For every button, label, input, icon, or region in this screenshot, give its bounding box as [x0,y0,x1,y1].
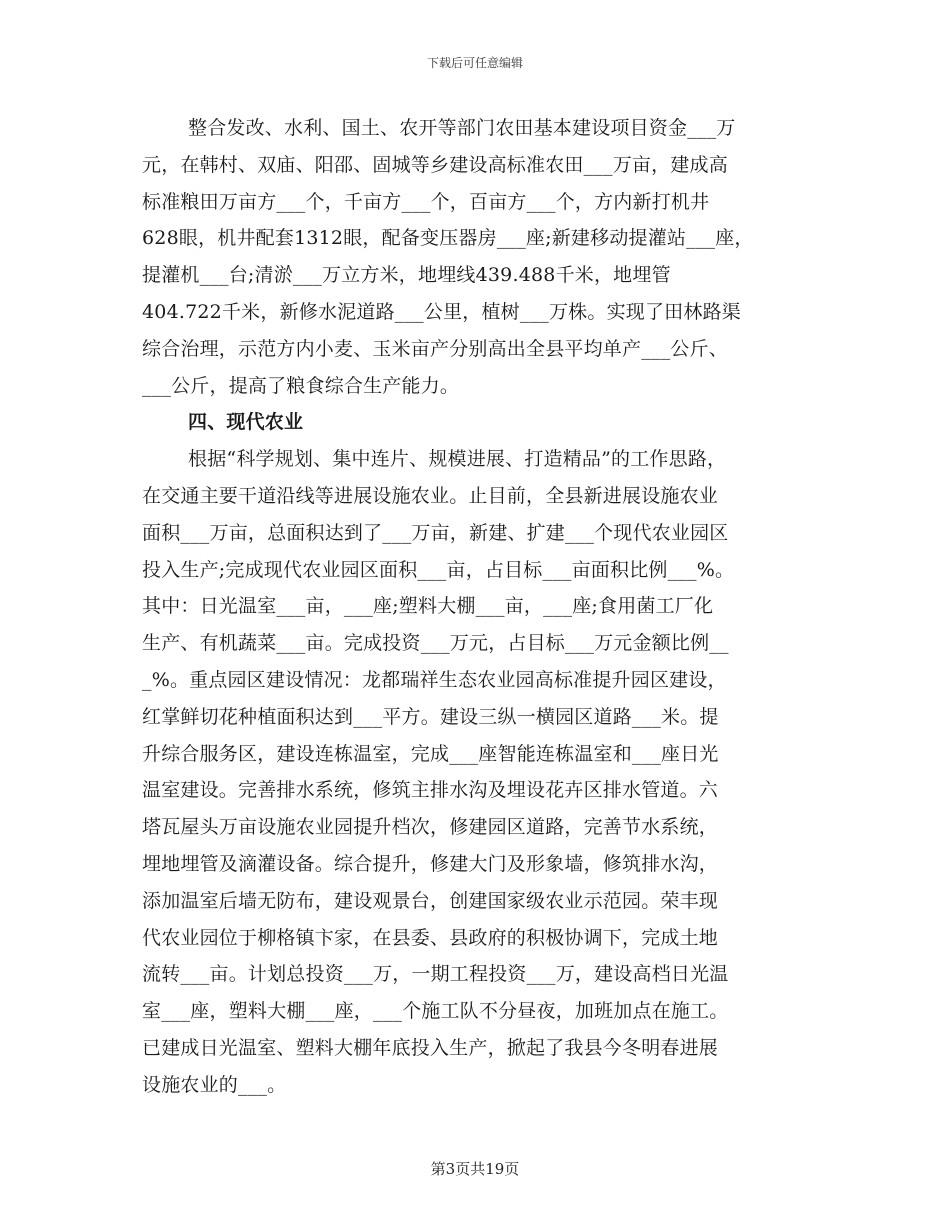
text-line: 埋地埋管及滴灌设备。综合提升，修建大门及形象墙，修筑排水沟， [142,852,719,875]
page-footer: 第3页共19页 [430,1160,520,1178]
paragraph-modern-agriculture [142,441,810,1103]
text-line: 设施农业的___。 [142,1073,287,1096]
text-line: 综合治理，示范方内小麦、玉米亩产分别高出全县平均单产___公斤、 [142,337,728,360]
text-line: 室___座，塑料大棚___座，___个施工队不分昼夜，加班加点在施工。 [142,1000,729,1023]
text-line: 其中：日光温室___亩，___座;塑料大棚___亩，___座;食用菌工厂化 [142,595,714,618]
text-line: 代农业园位于柳格镇卞家，在县委、县政府的积极协调下，完成土地 [142,926,719,949]
text-line: 生产、有机蔬菜___亩。完成投资___万元，占目标___万元金额比例__ [142,632,729,655]
text-line: 面积___万亩，总面积达到了___万亩，新建、扩建___个现代农业园区 [142,521,729,544]
text-line: 404.722千米，新修水泥道路___公里，植树___万株。实现了田林路渠 [142,300,741,323]
text-line: 已建成日光温室、塑料大棚年底投入生产，掀起了我县今冬明春进展 [142,1036,719,1059]
text-line: 塔瓦屋头万亩设施农业园提升档次，修建园区道路，完善节水系统， [142,816,719,839]
text-line: 根据“科学规划、集中连片、规模进展、打造精品”的工作思路， [188,448,727,471]
paragraph-farmland [142,110,810,404]
section-heading: 四、现代农业 [188,411,304,434]
text-line: 升综合服务区，建设连栋温室，完成___座智能连栋温室和___座日光 [142,742,719,765]
text-line: ___公斤，提高了粮食综合生产能力。 [142,374,460,397]
document-body [142,110,810,1104]
page-header: 下载后可任意编辑 [426,56,523,70]
text-line: 在交通主要干道沿线等进展设施农业。止目前，全县新进展设施农业 [142,484,719,507]
text-line: 投入生产;完成现代农业园区面积___亩，占目标___亩面积比例___%。 [142,558,735,581]
text-line: 温室建设。完善排水系统，修筑主排水沟及埋设花卉区排水管道。六 [142,779,719,802]
text-line: 红掌鲜切花种植面积达到___平方。建设三纵一横园区道路___米。提 [142,705,719,728]
text-line: 流转___亩。计划总投资___万，一期工程投资___万，建设高档日光温 [142,963,729,986]
text-line: 标准粮田万亩方___个，千亩方___个，百亩方___个，方内新打机井 [142,190,710,213]
text-line: 提灌机___台;清淤___万立方米，地埋线439.488千米，地埋管 [142,264,671,287]
text-line: 628眼，机井配套1312眼，配备变压器房___座;新建移动提灌站___座， [142,227,754,250]
text-line: _%。重点园区建设情况：龙都瑞祥生态农业园高标准提升园区建设， [142,668,727,691]
text-line: 添加温室后墙无防布，建设观景台，创建国家级农业示范园。荣丰现 [142,889,719,912]
text-line: 整合发改、水利、国土、农开等部门农田基本建设项目资金___万 [188,117,736,139]
text-line: 元，在韩村、双庙、阳邵、固城等乡建设高标准农田___万亩，建成高 [142,153,728,176]
